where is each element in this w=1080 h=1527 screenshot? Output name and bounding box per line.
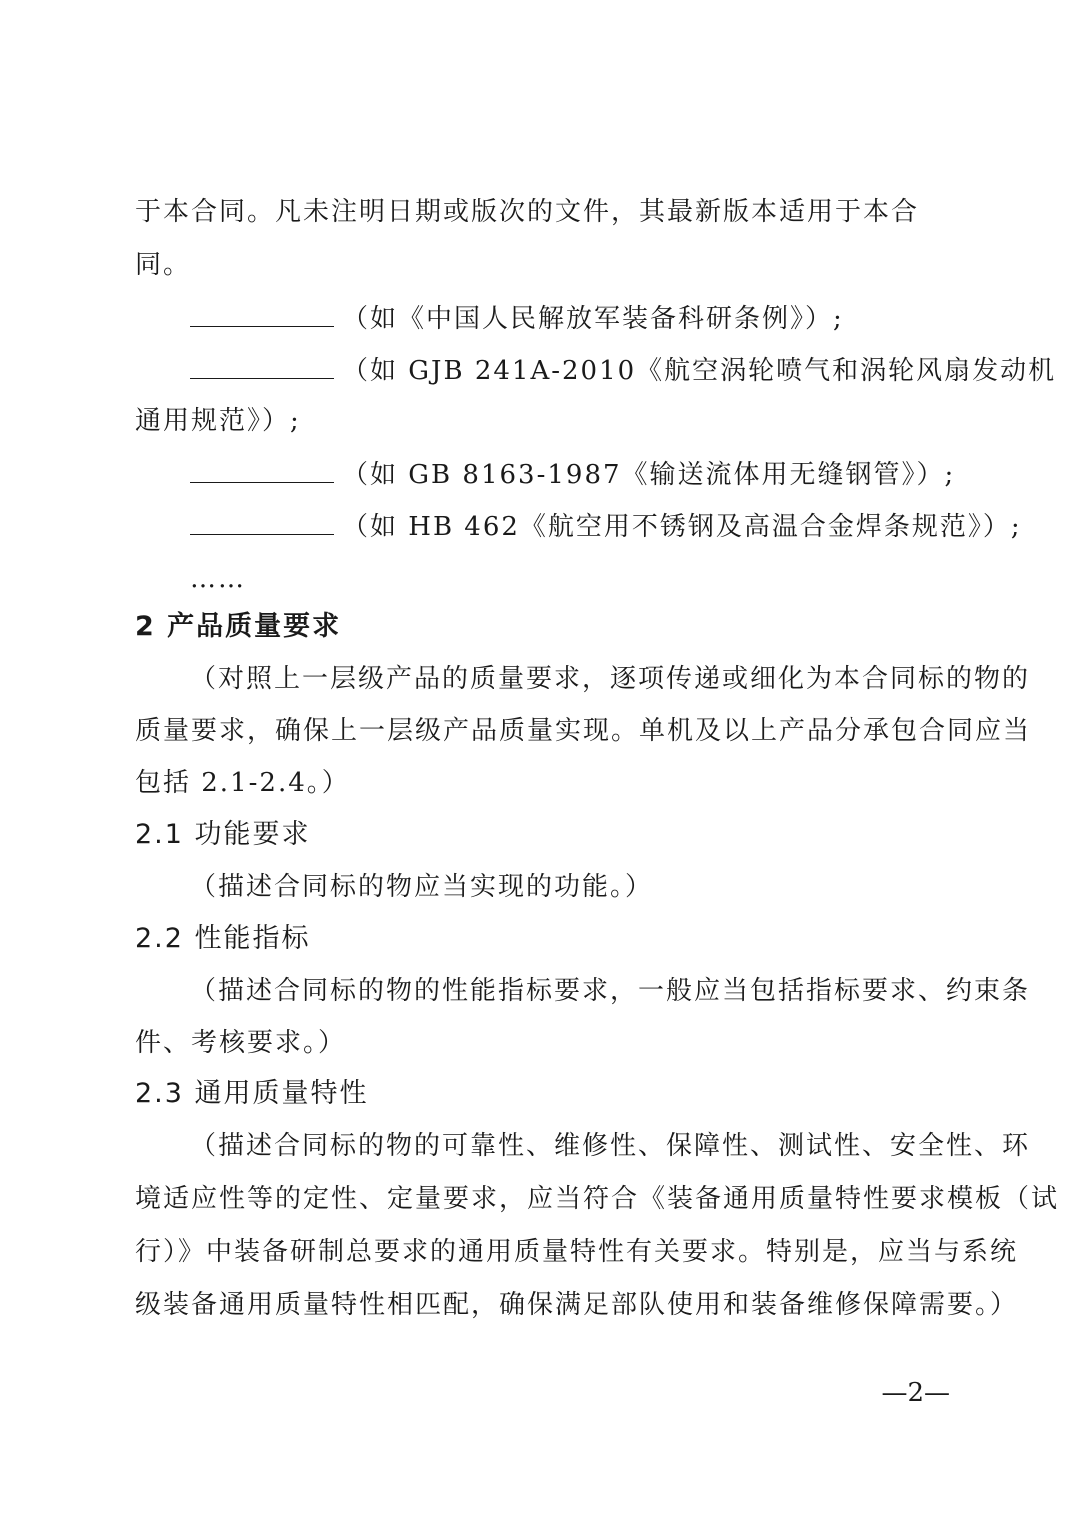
section-2-3-paragraph-line: 行）》中装备研制总要求的通用质量特性有关要求。特别是，应当与系统	[135, 1237, 1019, 1267]
section-2-paragraph-line: 质量要求，确保上一层级产品质量实现。单机及以上产品分承包合同应当	[135, 716, 1032, 746]
section-2-2-paragraph-line: （描述合同标的物的性能指标要求，一般应当包括指标要求、约束条	[190, 976, 1031, 1006]
ellipsis: ……	[190, 564, 246, 594]
section-2-paragraph-line: （对照上一层级产品的质量要求，逐项传递或细化为本合同标的物的	[190, 664, 1031, 694]
section-2-3-paragraph-line: 级装备通用质量特性相匹配，确保满足部队使用和装备维修保障需要。）	[135, 1290, 1019, 1320]
section-2-1-heading: 2.1 功能要求	[135, 819, 311, 850]
reference-item	[190, 352, 1057, 388]
reference-text: （如 HB 462《航空用不锈钢及高温合金焊条规范》）;	[342, 512, 1022, 542]
section-2-heading: 2 产品质量要求	[135, 611, 342, 642]
fill-in-blank	[190, 508, 334, 535]
fill-in-blank	[190, 300, 334, 327]
page-number: —2—	[881, 1378, 950, 1408]
intro-line-1: 于本合同。凡未注明日期或版次的文件，其最新版本适用于本合	[135, 197, 920, 227]
reference-item	[190, 300, 1005, 336]
reference-text: （如 GJB 241A-2010《航空涡轮喷气和涡轮风扇发动机	[342, 356, 1057, 386]
section-2-3-paragraph-line: 境适应性等的定性、定量要求，应当符合《装备通用质量特性要求模板（试	[135, 1184, 1060, 1214]
section-2-2-heading: 2.2 性能指标	[135, 923, 311, 954]
reference-text: （如 GB 8163-1987《输送流体用无缝钢管》）;	[342, 460, 956, 490]
section-2-1-paragraph-line: （描述合同标的物应当实现的功能。）	[190, 872, 654, 902]
intro-line-2: 同。	[135, 250, 192, 280]
reference-text-continued: 通用规范》）;	[135, 406, 301, 436]
section-2-3-heading: 2.3 通用质量特性	[135, 1078, 369, 1109]
fill-in-blank	[190, 352, 334, 379]
section-2-2-paragraph-line: 件、考核要求。）	[135, 1028, 347, 1058]
section-2-3-paragraph-line: （描述合同标的物的可靠性、维修性、保障性、测试性、安全性、环	[190, 1131, 1031, 1161]
section-2-paragraph-line: 包括 2.1-2.4。）	[135, 768, 350, 798]
reference-item	[190, 508, 1022, 544]
reference-text: （如《中国人民解放军装备科研条例》）;	[342, 304, 844, 334]
fill-in-blank	[190, 456, 334, 483]
reference-item	[190, 456, 1005, 492]
